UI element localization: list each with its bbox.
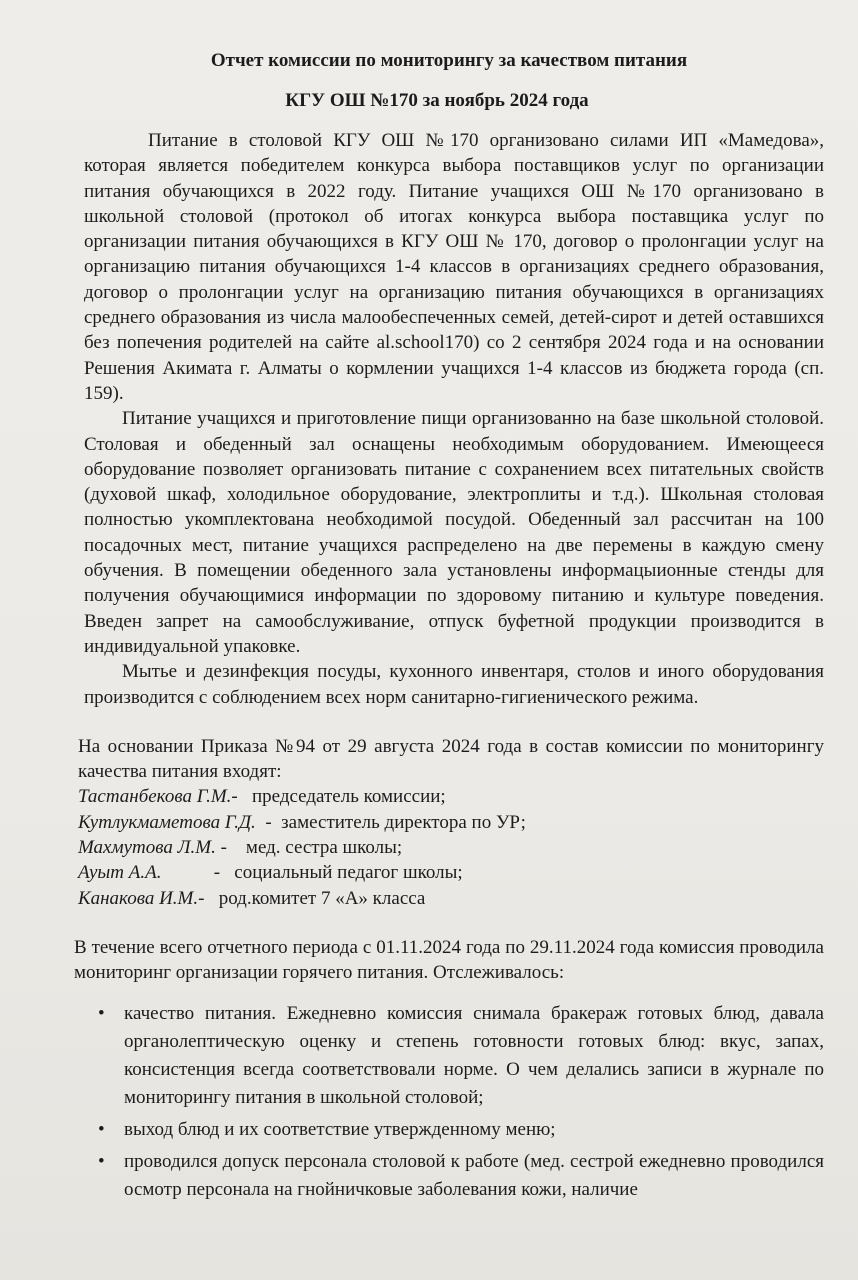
period-paragraph: В течение всего отчетного периода с 01.11.2024 года по 29.11.2024 года комиссия проводила мониторинг организации горячего питания. Отслеживалось: xyxy=(74,936,824,984)
commission-member xyxy=(78,860,824,885)
member-role: председатель комиссии; xyxy=(237,786,446,808)
commission-intro: На основании Приказа №94 от 29 августа 2024 года в состав комиссии по мониторингу качества питания входят: xyxy=(78,735,824,783)
list-item-text: качество питания. Ежедневно комиссия снимала бракераж готовых блюд, давала органолептическую оценку и степень готовности готовых блюд: вкус, запах, консистенция всегда соответствовали норме. О чем делались записи в журнале по мониторингу питания в школьной столовой; xyxy=(124,1002,824,1108)
member-name: Тастанбекова Г.М.- xyxy=(78,786,238,808)
report-title: Отчет комиссии по мониторингу за качеством питания xyxy=(210,50,688,71)
list-item xyxy=(84,1116,824,1144)
member-role: - социальный педагог школы; xyxy=(161,862,463,884)
report-subtitle: КГУ ОШ №170 за ноябрь 2024 года xyxy=(285,90,589,111)
list-item xyxy=(84,1000,824,1112)
paragraph-disinfection: Мытье и дезинфекция посуды, кухонного инвентаря, столов и иного оборудования производится с соблюдением всех норм санитарно-гигиенического режима. xyxy=(84,661,824,708)
list-item-text: выход блюд и их соответствие утвержденному меню; xyxy=(124,1118,556,1140)
paragraph-equipment: Питание учащихся и приготовление пищи организованно на базе школьной столовой. Столовая и обеденный зал оснащены необходимым оборудованием. Имеющееся оборудование позволяет организовать питание с сохранением всех питательных свойств (духовой шкаф, холодильное оборудование, электроплиты и т.д.). Школьная столовая полностью укомплектована необходимой посудой. Обеденный зал рассчитан на 100 посадочных мест, питание учащихся распределено на две перемены в каждую смену обучения. В помещении обеденного зала установлены информацыионные стенды для получения обучающимися информации по здоровому питанию и культуре поведения. Введен запрет на самообслуживание, отпуск буфетной продукции производится в индивидуальной упаковке. xyxy=(84,408,824,657)
commission-member xyxy=(78,810,824,835)
member-name: Ауыт А.А. xyxy=(78,862,162,884)
bullet-icon: • xyxy=(98,1002,105,1024)
bullet-icon: • xyxy=(98,1150,105,1172)
paragraph-organization: Питание в столовой КГУ ОШ №170 организовано силами ИП «Мамедова», которая является победителем конкурса выбора поставщиков услуг по организации питания обучающихся в 2022 году. Питание учащихся ОШ №170 организовано в школьной столовой (протокол об итогах конкурса выбора поставщика услуг по организации питания обучающихся в КГУ ОШ № 170, договор о пролонгации услуг на организацию питания обучающихся 1-4 классов в организациях среднего образования, договор о пролонгации услуг на организацию питания обучающихся в организациях среднего образования из числа малообеспеченных семей, детей-сирот и детей оставшихся без попечения родителей на сайте al.school170) со 2 сентября 2024 года и на основании Решения Акимата г. Алматы о кормлении учащихся 1-4 классов из бюджета города (сп. 159). xyxy=(84,130,824,404)
commission-member xyxy=(78,784,824,809)
monitoring-items-list xyxy=(84,1000,824,1204)
member-name: Канакова И.М.- xyxy=(78,887,205,909)
list-item-text: проводился допуск персонала столовой к работе (мед. сестрой ежедневно проводился осмотр персонала на гнойничковые заболевания кожи, наличие xyxy=(124,1150,824,1200)
member-name: Кутлукмаметова Г.Д. xyxy=(78,811,256,833)
member-role: род.комитет 7 «А» класса xyxy=(204,887,426,909)
member-role: мед. сестра школы; xyxy=(226,837,403,859)
commission-members-list xyxy=(78,784,824,910)
commission-member xyxy=(78,886,824,911)
bullet-icon: • xyxy=(98,1118,105,1140)
member-role: - заместитель директора по УР; xyxy=(255,811,526,833)
commission-member xyxy=(78,835,824,860)
member-name: Махмутова Л.М. - xyxy=(78,837,227,859)
list-item xyxy=(84,1148,824,1204)
